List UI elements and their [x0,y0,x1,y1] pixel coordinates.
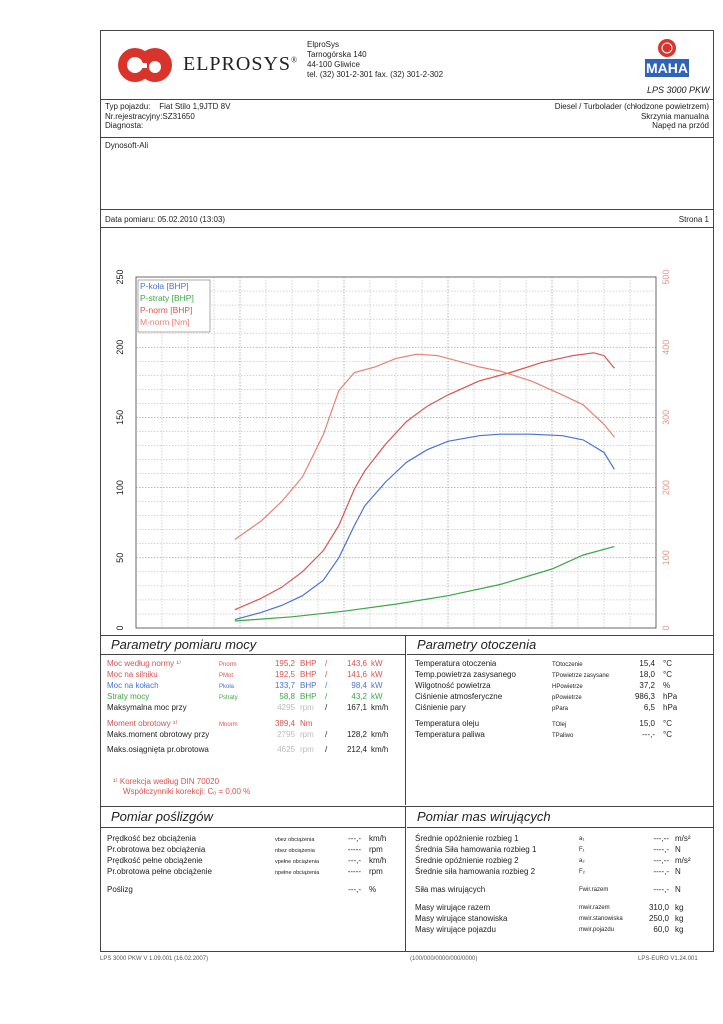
param-symbol: TPowietrze zasysane [552,673,610,679]
mass-row [415,885,707,896]
power-params-panel [101,635,406,805]
mass-row [415,856,707,867]
rotating-mass-title: Pomiar mas wirujących [417,809,551,824]
param-label: Ciśnienie atmosferyczne [415,692,503,701]
param-symbol: nbez obciążenia [275,848,315,854]
company-address [307,40,443,80]
param-unit-2: kW [371,692,383,701]
footnote-correction: Współczynniki korekcji: Cₒ = 0,00 % [123,787,251,796]
param-value-2: 98,4 [351,681,367,690]
param-label: Maks.osiągnięta pr.obrotowa [107,745,209,754]
param-symbol: mwir.pojazdu [579,927,615,933]
param-label: Maks.moment obrotowy przy [107,730,210,739]
param-label: Pr.obrotowa pełne obciążenie [107,867,212,876]
y-right-tick-label: 0 [661,625,671,631]
param-symbol: a₂ [579,858,585,864]
param-symbol: mwir.razem [579,905,610,911]
page-number: Strona 1 [678,215,709,224]
param-value-2: 167,1 [346,703,367,712]
param-symbol: Pnorm [219,662,237,668]
param-value: ----- [347,867,361,876]
param-value: 15,4 [639,659,655,668]
param-value: 4625 [277,745,295,754]
param-value-2: 212,4 [346,745,367,754]
param-value: 192,5 [274,670,295,679]
param-value: ---,-- [653,834,669,843]
param-label: Pr.obrotowa bez obciążenia [107,845,206,854]
param-label: Siła mas wirujących [415,885,486,894]
param-unit: rpm [369,867,383,876]
y-left-tick-label: 100 [115,480,125,496]
slip-row [107,834,402,845]
param-unit: rpm [300,730,314,739]
dyno-chart [101,229,713,633]
param-unit-2: km/h [371,730,389,739]
param-value: ----,- [653,845,669,854]
y-left-tick-label: 0 [115,625,125,631]
type-value: Fiat Stilo 1,9JTD 8V [159,102,231,111]
mass-row [415,903,707,914]
param-unit: °C [663,659,672,668]
ambient-param-row [415,730,707,741]
footer-code: (100/000/0000/000/0000) [410,956,478,962]
param-unit: Nm [300,719,313,728]
param-unit: BHP [300,659,317,668]
param-label: Moment obrotowy ¹⁾ [107,719,178,728]
company-brand: ELPROSYS® [183,53,299,75]
mass-row [415,834,707,845]
power-param-row [107,719,402,730]
param-label: Temp.powietrza zasysanego [415,670,516,679]
measurement-date: Data pomiaru: 05.02.2010 (13:03) [105,215,226,224]
param-label: Prędkość pełne obciążenie [107,856,203,865]
param-value: 18,0 [639,670,655,679]
param-unit: m/s² [675,834,691,843]
param-symbol: HPowietrze [552,684,583,690]
param-unit: °C [663,730,672,739]
reg-label: Nr.rejestracyjny: [105,111,163,121]
reg-value: SZ31650 [162,111,195,121]
ambient-param-row [415,703,707,714]
model-name: LPS 3000 PKW [647,85,710,95]
param-value: ---,-- [653,856,669,865]
report-sheet [100,30,714,952]
mass-row [415,845,707,856]
param-separator: / [325,692,328,701]
param-value: 310,0 [648,903,669,912]
param-symbol: vbez obciążenia [275,837,315,843]
y-left-tick-label: 250 [115,269,125,285]
y-right-tick-label: 400 [661,339,671,355]
param-label: Moc na silniku [107,670,158,679]
footnote-din: ¹⁾ Korekcja według DIN 70020 [113,777,220,786]
engine-type: Diesel / Turbolader (chłodzone powietrzem) [554,102,709,111]
param-value: ---,- [348,885,361,894]
ambient-params-title: Parametry otoczenia [417,637,537,652]
ambient-param-row [415,719,707,730]
param-label: Maksymalna moc przy [107,703,187,712]
param-symbol: TOtoczenie [552,662,583,668]
legend-entry: P-koła [BHP] [140,281,189,291]
diag-label: Diagnosta: [105,121,144,130]
footer-version: LPS 3000 PKW V 1.09.001 (16.02.2007) [100,956,209,962]
power-param-row [107,703,402,714]
param-separator: / [325,670,328,679]
mass-row [415,867,707,878]
param-unit: km/h [369,834,387,843]
param-unit: °C [663,670,672,679]
param-unit: N [675,885,681,894]
power-param-row [107,681,402,692]
type-label: Typ pojazdu: [105,102,151,111]
maha-logo [641,37,693,83]
param-value: 250,0 [648,914,669,923]
company-name: ElproSys [307,40,340,49]
param-unit: rpm [300,745,314,754]
param-label: Temperatura paliwa [415,730,485,739]
phone-fax: tel. (32) 301-2-301 fax. (32) 301-2-302 [307,70,444,79]
param-label: Moc na kołach [107,681,159,690]
param-unit: BHP [300,681,317,690]
param-symbol: F₂ [579,869,585,875]
slip-row [107,885,402,896]
ambient-param-row [415,692,707,703]
param-label: Średnie opóźnienie rozbieg 1 [415,834,519,843]
legend-entry: P-straty [BHP] [140,293,194,303]
y-right-tick-label: 200 [661,480,671,496]
param-value-2: 43,2 [351,692,367,701]
param-unit: BHP [300,670,317,679]
param-unit: kg [675,914,684,923]
param-separator: / [325,745,328,754]
param-unit: kg [675,903,684,912]
y-right-tick-label: 500 [661,269,671,285]
param-value: 4295 [277,703,295,712]
footer-software: LPS-EURO V1.24.001 [638,956,698,962]
power-param-row [107,745,402,756]
param-value: 2795 [277,730,295,739]
drive-type: Napęd na przód [652,121,709,130]
param-unit: °C [663,719,672,728]
maha-logo-text: MAHA [646,60,688,76]
param-unit: N [675,867,681,876]
param-separator: / [325,730,328,739]
note: Dynosoft-Ali [105,141,149,150]
ambient-param-row [415,681,707,692]
vehicle-drive-info [555,102,709,131]
elprosys-logo [115,45,181,85]
param-label: Temperatura otoczenia [415,659,497,668]
param-label: Masy wirujące pojazdu [415,925,496,934]
param-unit-2: kW [371,659,383,668]
param-value: 389,4 [274,719,295,728]
param-label: Masy wirujące razem [415,903,491,912]
ambient-params-panel [407,635,713,805]
param-label: Moc według normy ¹⁾ [107,659,181,668]
param-value: 133,7 [274,681,295,690]
param-value: ----- [347,845,361,854]
param-value: 15,0 [639,719,655,728]
param-unit: N [675,845,681,854]
param-separator: / [325,659,328,668]
mass-row [415,925,707,936]
param-value-2: 143,6 [346,659,367,668]
param-unit: % [663,681,671,690]
param-label: Masy wirujące stanowiska [415,914,508,923]
slip-panel [101,806,406,952]
rotating-mass-panel [407,806,713,952]
param-unit: BHP [300,692,317,701]
param-label: Ciśnienie pary [415,703,466,712]
param-unit-2: km/h [371,745,389,754]
param-value: ----,- [653,867,669,876]
param-separator: / [325,681,328,690]
y-left-tick-label: 200 [115,339,125,355]
param-unit-2: kW [371,670,383,679]
param-symbol: pPowietrze [552,695,582,701]
param-label: Średnie siła hamowania rozbieg 2 [415,867,536,876]
param-value: 37,2 [639,681,655,690]
param-value-2: 141,6 [346,670,367,679]
param-unit: rpm [369,845,383,854]
param-symbol: Fwir.razem [579,887,609,893]
slip-row [107,856,402,867]
param-unit: rpm [300,703,314,712]
param-unit: % [369,885,377,894]
address-line-2: 44-100 Gliwice [307,60,360,69]
power-param-row [107,670,402,681]
param-unit: kg [675,925,684,934]
param-label: Poślizg [107,885,133,894]
param-value-2: 128,2 [346,730,367,739]
ambient-param-row [415,670,707,681]
param-symbol: mwir.stanowiska [579,916,623,922]
param-symbol: Mnorm [219,722,238,728]
param-unit-2: km/h [371,703,389,712]
vehicle-info [105,102,230,131]
param-label: Średnia Siła hamowania rozbieg 1 [415,845,537,854]
slip-row [107,845,402,856]
param-value: 60,0 [653,925,669,934]
param-label: Temperatura oleju [415,719,480,728]
y-right-tick-label: 300 [661,409,671,425]
y-left-tick-label: 50 [115,552,125,563]
param-value: ---,- [642,730,655,739]
param-value: 58,8 [279,692,295,701]
param-value: 6,5 [643,703,655,712]
param-label: Wilgotność powietrza [415,681,491,690]
param-value: 195,2 [274,659,295,668]
power-param-row [107,692,402,703]
param-value: ---,- [348,834,361,843]
param-symbol: TPaliwo [552,733,574,739]
power-param-row [107,659,402,670]
param-value: 986,3 [634,692,655,701]
slip-row [107,867,402,878]
param-symbol: Pstraty [219,695,238,701]
param-label: Średnie opóźnienie rozbieg 2 [415,856,519,865]
param-symbol: a₁ [579,836,585,842]
mass-row [415,914,707,925]
slip-title: Pomiar poślizgów [111,809,213,824]
param-symbol: npełne obciążenia [275,870,320,876]
param-symbol: Pkoła [219,684,235,690]
param-unit: hPa [663,692,678,701]
legend-entry: P-norm [BHP] [140,305,193,315]
param-symbol: F₁ [579,847,585,853]
legend-entry: M-norm [Nm] [140,317,190,327]
param-unit: hPa [663,703,678,712]
param-label: Prędkość bez obciążenia [107,834,196,843]
ambient-param-row [415,659,707,670]
gearbox-type: Skrzynia manualna [640,111,709,121]
param-label: Straty mocy [107,692,150,701]
power-params-title: Parametry pomiaru mocy [111,637,257,652]
y-right-tick-label: 100 [661,550,671,566]
param-symbol: pPara [552,706,569,712]
param-unit: km/h [369,856,387,865]
power-param-row [107,730,402,741]
y-left-tick-label: 150 [115,409,125,425]
param-value: ----,- [653,885,669,894]
param-value: ---,- [348,856,361,865]
param-unit: m/s² [675,856,691,865]
param-symbol: TOlej [552,722,567,728]
address-line-1: Tarnogórska 140 [307,50,367,59]
param-symbol: vpełne obciążenia [275,859,320,865]
param-separator: / [325,703,328,712]
param-unit-2: kW [371,681,383,690]
param-symbol: PMot [219,673,234,679]
